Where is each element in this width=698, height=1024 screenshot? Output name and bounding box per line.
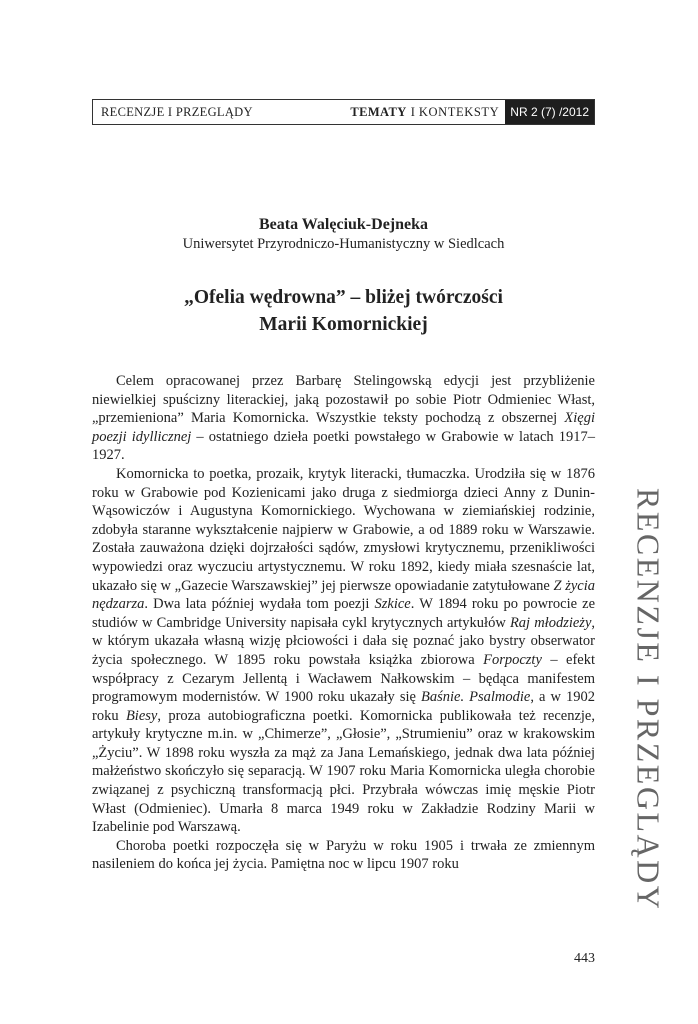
paragraph-text: . Dwa lata później wydała tom poezji bbox=[144, 596, 375, 613]
page-number: 443 bbox=[574, 951, 595, 966]
journal-info bbox=[350, 100, 594, 124]
issue-badge: NR 2 (7) /2012 bbox=[505, 100, 594, 124]
side-label-text: RECENZJE I PRZEGLĄDY bbox=[630, 488, 667, 912]
paragraph-text: Celem opracowanej przez Barbarę Stelingowską edycji jest przybliżenie niewielkiej spuścizny literackiej, jaką pozostawił po sobie Piotr Odmieniec Włast, „przemieniona” Maria Komornicka. Wszystkie teksty pochodzą z obszernej bbox=[92, 373, 595, 427]
paragraph-text: , w którym ukazała własną wizję płciowości i dała się poznać jako bystry obserwator życia społecznego. W 1895 roku powstała książka zbiorowa bbox=[92, 614, 596, 668]
paragraph-text: , a w 1902 roku bbox=[92, 689, 595, 724]
paragraph-text: . W 1894 roku po powrocie ze studiów w Cambridge University napisała cykl krytycznych artykułów bbox=[92, 596, 596, 631]
side-section-label bbox=[628, 470, 668, 930]
italic-title: Szkice bbox=[374, 596, 411, 613]
paragraph-text: Choroba poetki rozpoczęła się w Paryżu w roku 1905 i trwała ze zmiennym nasileniem do końca jej życia. Pamiętna noc w lipcu 1907 roku bbox=[92, 837, 595, 873]
author-name: Beata Walęciuk-Dejneka bbox=[258, 216, 429, 233]
italic-title: Forpoczty bbox=[483, 651, 542, 668]
italic-title: Z życia nędzarza bbox=[92, 577, 596, 613]
paragraph bbox=[92, 372, 595, 465]
journal-title-rest: KONTEKSTY bbox=[418, 104, 500, 119]
journal-title-bold: TEMATY bbox=[350, 104, 407, 119]
section-label: RECENZJE I PRZEGLĄDY bbox=[101, 104, 253, 119]
article-body bbox=[92, 372, 595, 874]
paragraph bbox=[92, 837, 595, 874]
italic-title: Baśnie. Psalmodie bbox=[420, 689, 531, 706]
paragraph-text: – efekt współpracy z Cezarym Jellentą i Wacławem Nałkowskim – będąca manifestem programowym modernistów. W 1900 roku ukazały się bbox=[92, 651, 595, 706]
title-line-2: Marii Komornickiej bbox=[259, 314, 428, 335]
paragraph bbox=[92, 465, 595, 837]
paragraph-text: , proza autobiograficzna poetki. Komornicka publikowała też recenzje, artykuły krytyczne m.in. w „Chimerze”, „Głosie”, „Strumieniu” oraz w krakowskim „Życiu”. W 1898 roku wyszła za mąż za Jana Lemańskiego, jednak dwa lata później małżeństwo skończyło się separacją. W 1907 roku Maria Komornicka uległa chorobie związanej z psychiczną transformacją płci. Przybrała wówczas imię męskie Piotr Włast (Odmieniec). Umarła 8 marca 1949 roku w Zakładzie Rodziny Marii w Izabelinie pod Warszawą. bbox=[92, 707, 595, 836]
paragraph-text: Komornicka to poetka, prozaik, krytyk literacki, tłumaczka. Urodziła się w 1876 roku w Grabowie pod Kozienicami jako druga z siedmiorga dzieci Anny z Dunin-Wąsowiczów i Augustyna Komornickiego. Wychowana w ziemiańskiej rodzinie, zdobyła staranne wykształcenie najpierw w Grabowie, a od 1889 roku w Warszawie. Została zauważona dzięki dojrzałości sądów, zmysłowi krytycznemu, przenikliwości wypowiedzi oraz wyczuciu artystycznemu. W roku 1892, kiedy miała szesnaście lat, ukazało się w „Gazecie Warszawskiej” jej pierwsze opowiadanie zatytułowane bbox=[92, 465, 595, 594]
author-affiliation: Uniwersytet Przyrodniczo-Humanistyczny w Siedlcach bbox=[182, 236, 505, 252]
author-block bbox=[92, 215, 595, 253]
paragraph-text: – ostatniego dzieła poetki powstałego w Grabowie w latach 1917–1927. bbox=[92, 428, 595, 464]
italic-title: Biesy bbox=[125, 707, 158, 724]
title-line-1: „Ofelia wędrowna” – bliżej twórczości bbox=[184, 287, 503, 308]
journal-separator: I bbox=[410, 104, 415, 119]
italic-title: Xięgi poezji idyllicznej bbox=[92, 410, 595, 445]
italic-title: Raj młodzieży bbox=[509, 614, 592, 631]
running-header bbox=[92, 99, 595, 125]
article-title bbox=[92, 284, 595, 338]
